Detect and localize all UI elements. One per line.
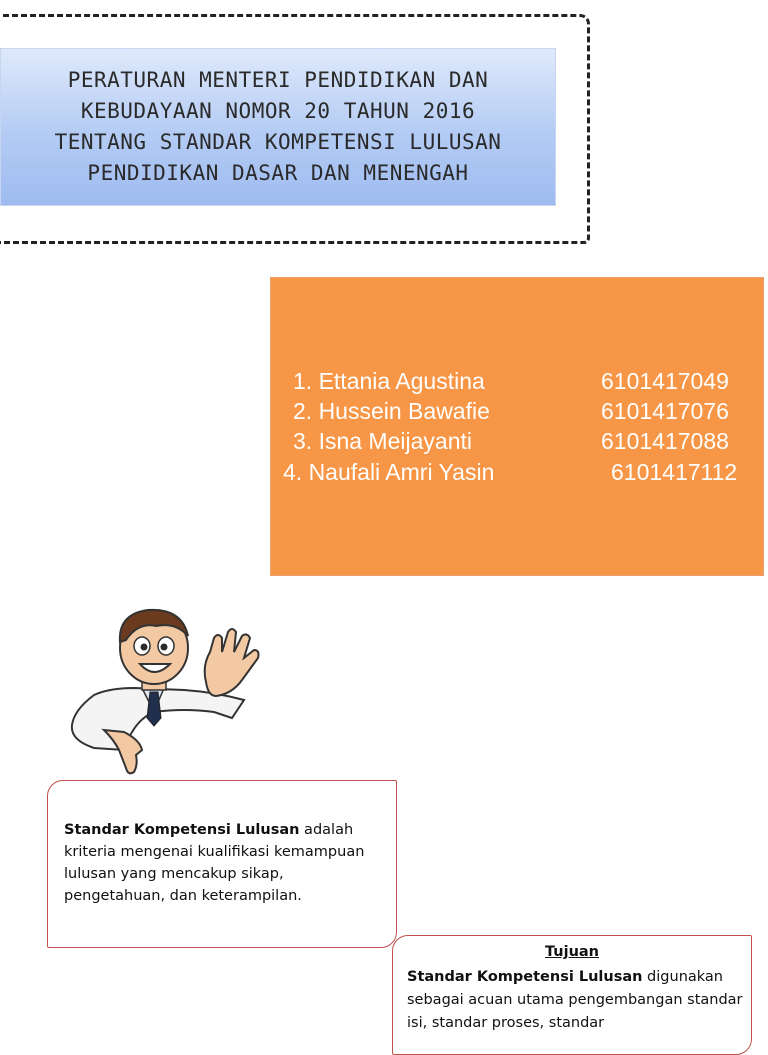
cartoon-man-illustration <box>64 600 264 780</box>
goal-text <box>407 966 743 1035</box>
member-nim: 6101417112 <box>611 459 738 485</box>
title-banner <box>0 48 556 206</box>
member-name: 3. Isna Meijayanti <box>293 428 472 454</box>
member-row <box>271 459 765 489</box>
definition-text <box>64 819 384 907</box>
definition-body: adalah kriteria mengenai kualifikasi kemampuan lulusan yang mencakup sikap, pengetahuan, dan keterampilan. <box>64 822 365 904</box>
member-name: 2. Hussein Bawafie <box>293 398 490 424</box>
definition-term: Standar Kompetensi Lulusan <box>64 822 300 838</box>
member-nim: 6101417076 <box>601 398 729 424</box>
member-row <box>271 368 765 398</box>
member-name: 1. Ettania Agustina <box>293 368 485 394</box>
goal-term: Standar Kompetensi Lulusan <box>407 969 643 985</box>
member-name: 4. Naufali Amri Yasin <box>283 459 495 485</box>
goal-heading: Tujuan <box>544 944 600 960</box>
title-line-4: PENDIDIKAN DASAR DAN MENENGAH <box>87 161 469 185</box>
title-line-2: KEBUDAYAAN NOMOR 20 TAHUN 2016 <box>80 99 476 123</box>
member-row <box>271 428 765 458</box>
title-line-1: PERATURAN MENTERI PENDIDIKAN DAN <box>67 68 489 92</box>
member-nim: 6101417088 <box>601 428 729 454</box>
title-line-3: TENTANG STANDAR KOMPETENSI LULUSAN <box>54 130 502 154</box>
members-box <box>270 277 764 576</box>
definition-box <box>47 780 397 948</box>
member-row <box>271 398 765 428</box>
member-nim: 6101417049 <box>601 368 729 394</box>
goal-box <box>392 935 752 1055</box>
goal-body: digunakan sebagai acuan utama pengembangan standar isi, standar proses, standar <box>407 969 743 1031</box>
